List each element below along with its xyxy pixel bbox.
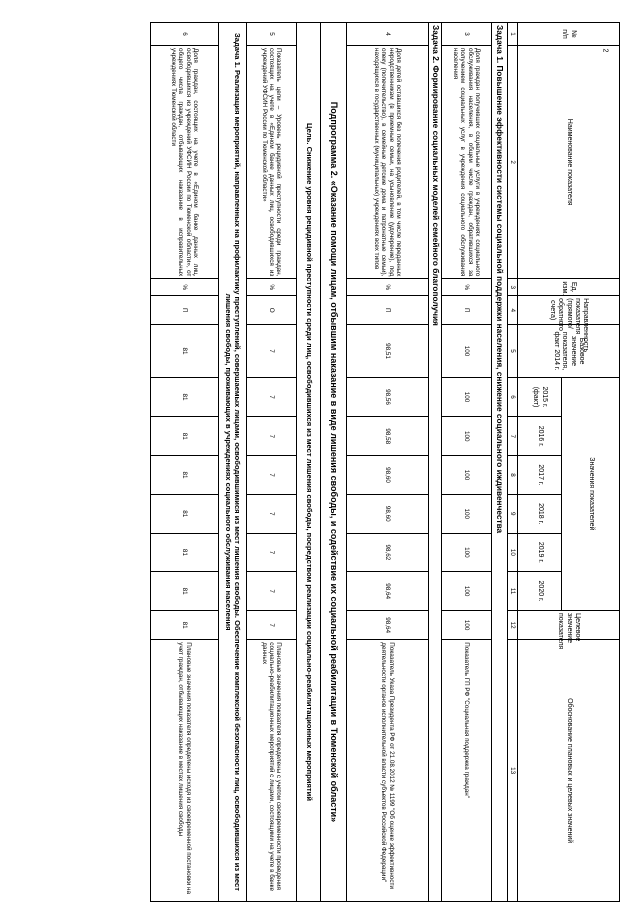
- value-2019: 100: [442, 533, 492, 572]
- task-1b-heading: Задача 1. Реализация мероприятий, направленных на профилактику преступлений, совершаемых лицами, освободившимися из мест лишения свободы. Обеспечение комплексной безопасности лиц, освободившихся из мест лишения свободы, проживающих в учреждениях социального обслуживания населения: [219, 23, 247, 902]
- subprogram-row: [321, 23, 347, 902]
- value-2015: 100: [442, 377, 492, 417]
- value-2020: 7: [247, 572, 297, 611]
- value-2016: 81: [151, 417, 219, 456]
- row-number: 3: [442, 23, 492, 46]
- task-row: [492, 23, 508, 902]
- base-value: 81: [151, 325, 219, 377]
- goal-heading: Цель. Снижение уровня рецидивной преступности среди лиц, освободившихся из мест лишения свободы, посредством реализации социально-реабилитационных мероприятий: [297, 23, 321, 902]
- header-row-1: [562, 23, 620, 902]
- subprogram-2-heading: Подпрограмма 2. «Оказание помощи лицам, отбывшим наказание в виде лишения свободы, и содействие их социальной реабилитации в Тюменской области»: [321, 23, 347, 902]
- header-target-value: Целевое значение показателя: [518, 611, 620, 640]
- header-values-group: Значения показателей: [562, 377, 620, 610]
- direction-cell: П: [347, 296, 429, 325]
- table-row: [347, 23, 429, 902]
- value-2017: 100: [442, 456, 492, 495]
- header-unit: Ед. изм.: [518, 279, 620, 296]
- rotated-page: [20, 22, 620, 902]
- header-name: Наименование показателя: [518, 46, 620, 279]
- task-2-heading: Задача 2. Формирование социальных моделей семейного благополучия: [429, 23, 442, 902]
- header-y2018: 2018 г.: [518, 494, 562, 533]
- value-2018: 81: [151, 494, 219, 533]
- value-2018: 100: [442, 494, 492, 533]
- base-value: 98,51: [347, 325, 429, 377]
- target-value: 81: [151, 611, 219, 640]
- col-index: 3: [508, 279, 518, 296]
- col-index: 13: [508, 640, 518, 902]
- table-row: [151, 23, 219, 902]
- row-number: 4: [347, 23, 429, 46]
- header-num: № п/п: [518, 23, 620, 46]
- task-1-heading: Задача 1. Повышение эффективности системы социальной поддержки населения, снижение социального иждивенчества: [492, 23, 508, 902]
- direction-cell: П: [151, 296, 219, 325]
- value-2019: 81: [151, 533, 219, 572]
- col-index: 5: [508, 325, 518, 377]
- col-index: 6: [508, 377, 518, 417]
- row-number: 5: [247, 23, 297, 46]
- col-index: 4: [508, 296, 518, 325]
- value-2015: 81: [151, 377, 219, 417]
- indicator-name: Доля граждан, состоящих на учете в «Едином банке данных лиц, освободившихся из учреждений УФСИН России по Тюменской области», от общего числа граждан, отбывающих наказание в исправительных учреждениях Тюменской области: [151, 46, 219, 279]
- value-2020: 98,64: [347, 572, 429, 611]
- base-value: 100: [442, 325, 492, 377]
- header-base: Базовое значение показателя, факт 2014 г.: [518, 325, 620, 377]
- goal-row: [297, 23, 321, 902]
- value-2016: 100: [442, 417, 492, 456]
- unit-cell: %: [442, 279, 492, 296]
- value-2018: 7: [247, 494, 297, 533]
- basis-cell: Показатель Указа Президента РФ от 21.08.2012 № 1199 "Об оценке эффективности деятельности органов исполнительной власти субъектов Российской Федерации": [347, 640, 429, 902]
- base-value: 7: [247, 325, 297, 377]
- indicators-table: [150, 22, 620, 902]
- direction-cell: П: [442, 296, 492, 325]
- unit-cell: %: [347, 279, 429, 296]
- direction-cell: О: [247, 296, 297, 325]
- col-index: 11: [508, 572, 518, 611]
- value-2016: 7: [247, 417, 297, 456]
- col-index: 1: [508, 23, 518, 46]
- value-2020: 100: [442, 572, 492, 611]
- value-2016: 98,58: [347, 417, 429, 456]
- col-index: 8: [508, 456, 518, 495]
- col-index: 7: [508, 417, 518, 456]
- header-direction: Направленность показателя (прямого/обратного счета): [518, 296, 620, 325]
- target-value: 100: [442, 611, 492, 640]
- value-2020: 81: [151, 572, 219, 611]
- col-index: 10: [508, 533, 518, 572]
- value-2017: 81: [151, 456, 219, 495]
- basis-cell: Плановые значения показателя определены исходя из своевременной постановки на учет граждан, отбывающих наказание в местах лишения свободы: [151, 640, 219, 902]
- col-index: 2: [508, 46, 518, 279]
- unit-cell: %: [151, 279, 219, 296]
- target-value: 7: [247, 611, 297, 640]
- indicator-name: Показатель цели – Уровень рецидивной преступности среди граждан, состоящих на учете в «Едином банке данных лиц, освободившихся из учреждений УФСИН России по Тюменской области»: [247, 46, 297, 279]
- value-2017: 7: [247, 456, 297, 495]
- target-value: 98,64: [347, 611, 429, 640]
- col-index: 12: [508, 611, 518, 640]
- header-y2016: 2016 г.: [518, 417, 562, 456]
- row-number: 6: [151, 23, 219, 46]
- basis-cell: Показатель ГП РФ "Социальная поддержка граждан": [442, 640, 492, 902]
- value-2017: 98,60: [347, 456, 429, 495]
- value-2019: 98,62: [347, 533, 429, 572]
- header-y2019: 2019 г.: [518, 533, 562, 572]
- unit-cell: %: [247, 279, 297, 296]
- indicator-name: Доля граждан получивших социальные услуги в учреждениях социального обслуживания населения, в общем числе граждан, обратившихся за получением социальных услуг в учреждения социального обслуживания населения: [442, 46, 492, 279]
- col-index: 9: [508, 494, 518, 533]
- table-row: [247, 23, 297, 902]
- page-number: 2: [601, 48, 609, 53]
- header-y2020: 2020 г.: [518, 572, 562, 611]
- value-2018: 98,60: [347, 494, 429, 533]
- header-y2017: 2017 г.: [518, 456, 562, 495]
- value-2015: 7: [247, 377, 297, 417]
- task-row: [429, 23, 442, 902]
- column-index-row: [508, 23, 518, 902]
- value-2015: 98,56: [347, 377, 429, 417]
- indicator-name: Доля детей оставшихся без попечения родителей, в том числе переданных неродственникам (в приемные семьи, на усыновление (удочерение), под опеку (попечительство), в семейные детские дома и патронатные семьи), находящихся в государственных (муниципальных) учреждениях всех типов: [347, 46, 429, 279]
- table-row: [442, 23, 492, 902]
- header-target-group: Обоснование плановых и целевых значений: [518, 640, 620, 902]
- task-row: [219, 23, 247, 902]
- basis-cell: Плановые значения показателя определены с учетом своевременности проведения социально-реабилитационных мероприятий с лицами, состоящими на учете в банке данных: [247, 640, 297, 902]
- header-y2015: 2015 г. (факт): [518, 377, 562, 417]
- value-2019: 7: [247, 533, 297, 572]
